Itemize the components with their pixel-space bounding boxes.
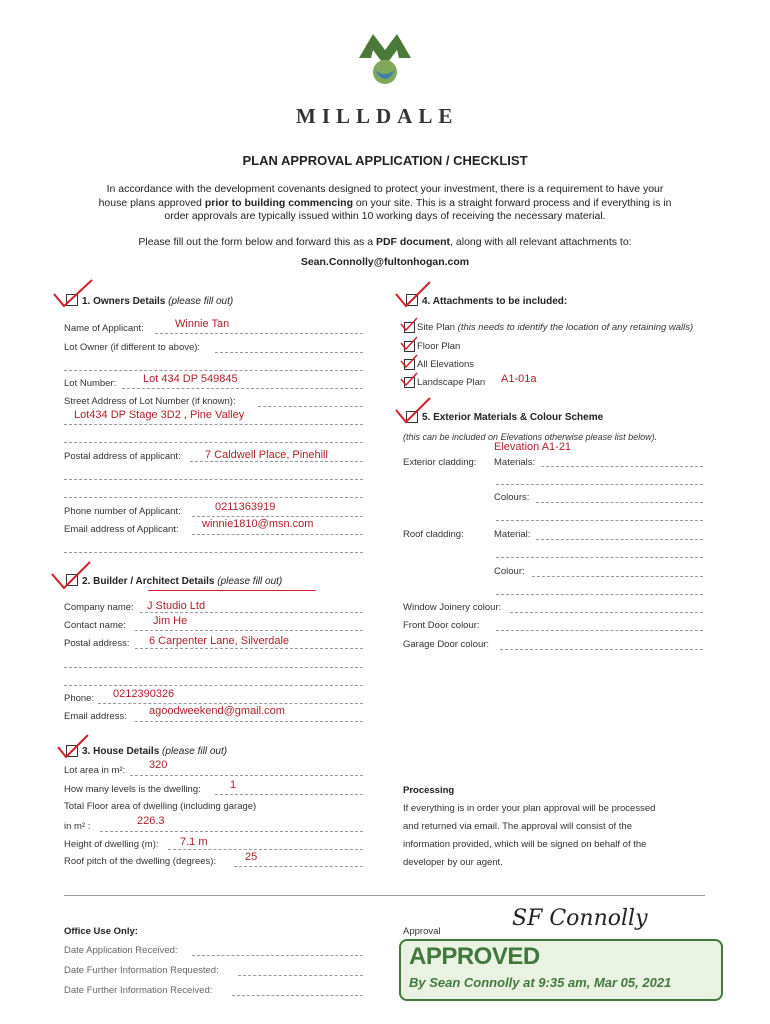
- contact-field[interactable]: Jim He: [153, 615, 188, 627]
- checkmark-icon: [399, 335, 419, 351]
- lot-number-field[interactable]: Lot 434 DP 549845: [143, 373, 238, 385]
- company-field[interactable]: J Studio Ltd: [147, 600, 206, 612]
- intro-line-4-bold: PDF document: [375, 236, 451, 248]
- site-plan-note: (this needs to identify the location of any retaining walls): [457, 322, 694, 333]
- date-requested-label: Date Further Information Requested:: [64, 965, 219, 976]
- garage-door-line[interactable]: [500, 649, 703, 650]
- owners-section-title: [82, 296, 233, 307]
- builder-section-title: [82, 576, 282, 587]
- intro-line-3: order approvals are typically issued within 10 working days of receiving the necessary material.: [164, 210, 606, 222]
- materials-line: [541, 466, 703, 467]
- elevations-label: All Elevations: [417, 359, 475, 370]
- approved-stamp-byline: By Sean Connolly at 9:35 am, Mar 05, 2021: [409, 975, 672, 990]
- logo-mountain-icon: [355, 28, 415, 90]
- exterior-cladding-label: Exterior cladding:: [403, 457, 477, 468]
- processing-line-1: If everything is in order your plan approval will be processed: [403, 803, 656, 814]
- floor-area-label: Total Floor area of dwelling (including garage): [64, 801, 257, 812]
- builder-title-underline: [148, 590, 316, 591]
- window-joinery-label: Window Joinery colour:: [403, 602, 502, 613]
- front-door-label: Front Door colour:: [403, 620, 480, 631]
- floor-area-label-2: in m² :: [64, 821, 91, 832]
- roof-colour-label: Colour:: [494, 566, 525, 577]
- roof-colour-line[interactable]: [532, 576, 703, 577]
- materials-field[interactable]: Elevation A1-21: [494, 441, 572, 453]
- office-use-title: Office Use Only:: [64, 926, 138, 937]
- height-line: [168, 849, 363, 850]
- intro-line-4: [0, 236, 770, 248]
- postal-address-line-3[interactable]: [64, 497, 363, 498]
- contact-email[interactable]: Sean.Connolly@fultonhogan.com: [300, 256, 470, 268]
- date-requested-line[interactable]: [238, 975, 363, 976]
- checkmark-icon: [399, 371, 419, 387]
- exterior-section-title: 5. Exterior Materials & Colour Scheme: [422, 412, 604, 423]
- postal-address-label: Postal address of applicant:: [64, 451, 181, 462]
- window-joinery-line[interactable]: [510, 612, 703, 613]
- phone-field[interactable]: 0211363919: [215, 501, 276, 513]
- lot-owner-line[interactable]: [215, 352, 363, 353]
- applicant-name-line: [155, 333, 363, 334]
- builder-postal-field[interactable]: 6 Carpenter Lane, Silverdale: [149, 635, 290, 647]
- street-address-label: Street Address of Lot Number (if known):: [64, 396, 236, 407]
- lot-area-label: Lot area in m²:: [64, 765, 126, 776]
- email-field[interactable]: winnie1810@msn.com: [202, 518, 314, 530]
- house-hint: (please fill out): [162, 746, 228, 757]
- builder-phone-field[interactable]: 0212390326: [113, 688, 175, 700]
- contact-line: [135, 630, 363, 631]
- height-label: Height of dwelling (m):: [64, 839, 159, 850]
- applicant-name-field[interactable]: Winnie Tan: [175, 318, 230, 330]
- colours-label: Colours:: [494, 492, 530, 503]
- milldale-logo: [355, 28, 415, 90]
- builder-postal-line-2[interactable]: [64, 667, 363, 668]
- levels-field[interactable]: 1: [230, 779, 237, 791]
- intro-line-4c: , along with all relevant attachments to:: [450, 236, 632, 248]
- exterior-note: (this can be included on Elevations otherwise please list below).: [403, 432, 658, 442]
- builder-phone-label: Phone:: [64, 693, 95, 704]
- street-address-line-3[interactable]: [64, 442, 363, 443]
- levels-label: How many levels is the dwelling:: [64, 784, 201, 795]
- lot-number-label: Lot Number:: [64, 378, 117, 389]
- date-info-received-line[interactable]: [232, 995, 363, 996]
- site-plan-text: Site Plan: [417, 322, 456, 333]
- intro-line-1: In accordance with the development covenants designed to protect your investment, there is a requirement to have your: [106, 183, 664, 195]
- builder-phone-line: [98, 703, 363, 704]
- landscape-plan-field[interactable]: A1-01a: [501, 373, 537, 385]
- email-label: Email address of Applicant:: [64, 524, 179, 535]
- front-door-line[interactable]: [496, 630, 703, 631]
- email-line-2[interactable]: [64, 552, 363, 553]
- lot-number-line: [122, 388, 363, 389]
- garage-door-label: Garage Door colour:: [403, 639, 490, 650]
- materials-line-2[interactable]: [496, 484, 703, 485]
- company-line: [140, 612, 363, 613]
- builder-postal-line: [135, 648, 363, 649]
- date-info-received-label: Date Further Information Received:: [64, 985, 213, 996]
- roof-material-line-2[interactable]: [496, 557, 703, 558]
- approved-stamp-title: APPROVED: [409, 943, 540, 970]
- height-field[interactable]: 7.1 m: [180, 836, 208, 848]
- owners-title-text: 1. Owners Details: [82, 296, 166, 307]
- company-label: Company name:: [64, 602, 134, 613]
- street-address-field[interactable]: Lot434 DP Stage 3D2 , Pine Valley: [74, 409, 245, 421]
- colours-line[interactable]: [536, 502, 703, 503]
- builder-title-text: 2. Builder / Architect Details: [82, 576, 215, 587]
- site-plan-label: [417, 322, 693, 333]
- page-title: PLAN APPROVAL APPLICATION / CHECKLIST: [242, 153, 528, 168]
- roof-pitch-label: Roof pitch of the dwelling (degrees):: [64, 856, 217, 867]
- intro-line-2a: house plans approved: [98, 197, 205, 209]
- intro-line-2c: on your site. This is a straight forward process and if everything is in: [352, 197, 672, 209]
- date-received-line[interactable]: [192, 955, 363, 956]
- postal-address-line-2[interactable]: [64, 479, 363, 480]
- processing-line-4: developer by our agent.: [403, 857, 503, 868]
- landscape-plan-label: Landscape Plan: [417, 377, 486, 388]
- lot-area-line: [130, 775, 363, 776]
- postal-address-line: [190, 461, 363, 462]
- builder-email-label: Email address:: [64, 711, 127, 722]
- postal-address-field[interactable]: 7 Caldwell Place, Pinehill: [205, 449, 328, 461]
- email-line: [192, 534, 363, 535]
- house-title-text: 3. House Details: [82, 746, 160, 757]
- intro-line-2-bold: prior to building commencing: [204, 197, 353, 209]
- lot-area-field[interactable]: 320: [149, 759, 168, 771]
- builder-email-line: [135, 721, 363, 722]
- floor-area-line: [100, 831, 363, 832]
- roof-material-line[interactable]: [536, 539, 703, 540]
- builder-postal-line-3[interactable]: [64, 685, 363, 686]
- roof-pitch-line: [234, 866, 363, 867]
- lot-owner-label: Lot Owner (if different to above):: [64, 342, 201, 353]
- floor-area-field[interactable]: 226.3: [137, 815, 165, 827]
- floor-plan-label: Floor Plan: [417, 341, 461, 352]
- phone-label: Phone number of Applicant:: [64, 506, 181, 517]
- processing-line-2: and returned via email. The approval will consist of the: [403, 821, 633, 832]
- builder-email-field[interactable]: agoodweekend@gmail.com: [149, 705, 285, 717]
- contact-label: Contact name:: [64, 620, 126, 631]
- approval-label: Approval: [403, 926, 441, 937]
- street-address-line-2: [64, 424, 363, 425]
- roof-colour-line-2[interactable]: [496, 594, 703, 595]
- roof-pitch-field[interactable]: 25: [245, 851, 258, 863]
- intro-line-2: [0, 197, 770, 209]
- phone-line: [192, 516, 363, 517]
- lot-owner-line-2[interactable]: [64, 370, 363, 371]
- colours-line-2[interactable]: [496, 520, 703, 521]
- brand-name: MILLDALE: [296, 104, 459, 128]
- intro-line-4a: Please fill out the form below and forward this as a: [138, 236, 376, 248]
- checkmark-icon: [399, 353, 419, 369]
- processing-title: Processing: [403, 785, 455, 796]
- roof-material-label: Material:: [494, 529, 531, 540]
- signature: SF Connolly: [512, 906, 648, 931]
- processing-line-3: information provided, which will be signed on behalf of the: [403, 839, 647, 850]
- checkmark-icon: [399, 316, 419, 332]
- levels-line: [215, 794, 363, 795]
- builder-hint: (please fill out): [217, 576, 283, 587]
- builder-postal-label: Postal address:: [64, 638, 130, 649]
- applicant-name-label: Name of Applicant:: [64, 323, 144, 334]
- date-received-label: Date Application Received:: [64, 945, 178, 956]
- materials-label: Materials:: [494, 457, 536, 468]
- roof-cladding-label: Roof cladding:: [403, 529, 464, 540]
- house-section-title: [82, 746, 227, 757]
- attachments-section-title: 4. Attachments to be included:: [422, 296, 568, 307]
- street-address-line: [258, 406, 363, 407]
- section-divider: [64, 895, 705, 896]
- owners-hint: (please fill out): [168, 296, 234, 307]
